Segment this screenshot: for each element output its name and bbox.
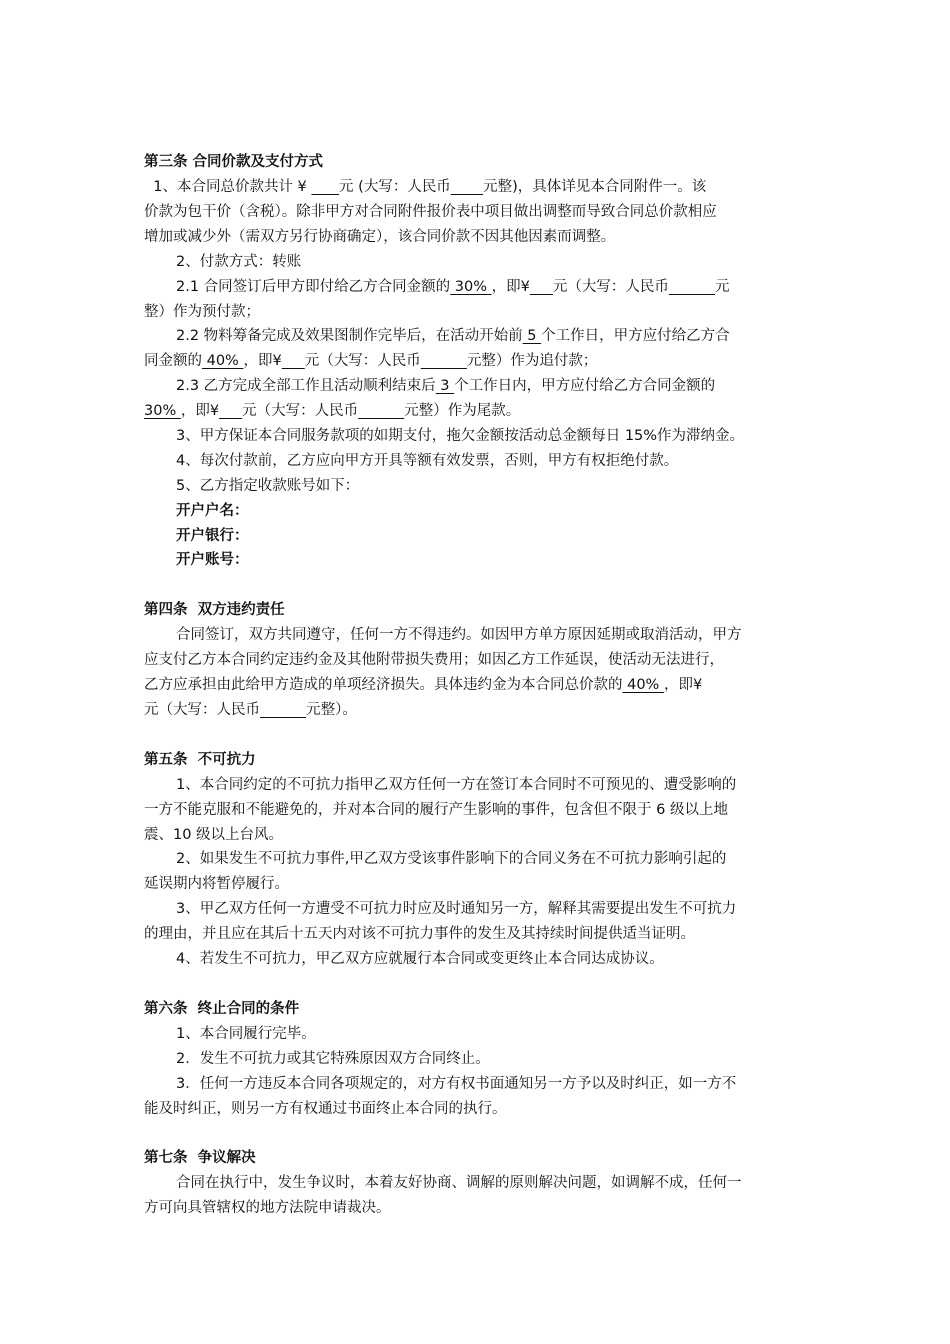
article4-heading: 第四条 双方违约责任 [144,602,285,618]
article5-line: 的理由，并且应在其后十五天内对该不可抗力事件的发生及其持续时间提供适当证明。 [144,926,695,942]
article7-heading: 第七条 争议解决 [144,1150,256,1166]
account-name-label: 开户户名： [176,503,249,519]
article4-line4: 元（大写：人民币 元整）。 [144,702,357,718]
amount-words-blank [451,179,483,195]
penalty-percent: 40% [622,677,664,693]
article4-line1: 合同签订，双方共同遵守，任何一方不得违约。如因甲方单方原因延期或取消活动，甲方 [176,627,742,643]
prepay-percent: 30% [450,279,492,295]
article5-line: 一方不能克服和不能避免的，并对本合同的履行产生影响的事件，包含但不限于 6 级以上地 [144,802,728,818]
article3-p5: 5、乙方指定收款账号如下： [176,478,360,494]
article4-line3: 乙方应承担由此给甲方造成的单项经济损失。具体违约金为本合同总价款的 40% ，即¥ [144,677,703,693]
article5-line: 3、甲乙双方任何一方遭受不可抗力时应及时通知另一方，解释其需要提出发生不可抗力 [176,901,737,917]
account-bank-label: 开户银行： [176,528,249,544]
amount-blank [311,179,339,195]
article5-line: 2、如果发生不可抗力事件,甲乙双方受该事件影响下的合同义务在不可抗力影响引起的 [176,851,727,867]
article7-line: 合同在执行中，发生争议时，本着友好协商、调解的原则解决问题，如调解不成，任何一 [176,1175,742,1191]
article3-p1-line3: 增加或减少外（需双方另行协商确定），该合同价款不因其他因素而调整。 [144,229,616,245]
article6-heading: 第六条 终止合同的条件 [144,1001,300,1017]
article7-line: 方可向具管辖权的地方法院申请裁决。 [144,1200,391,1216]
article5-line: 1、本合同约定的不可抗力指甲乙双方任何一方在签订本合同时不可预见的、遭受影响的 [176,777,737,793]
account-number-label: 开户账号： [176,552,249,568]
article5-line: 4、若发生不可抗力，甲乙双方应就履行本合同或变更终止本合同达成协议。 [176,951,664,967]
article6-line: 3．任何一方违反本合同各项规定的，对方有权书面通知另一方予以及时纠正，如一方不 [176,1076,737,1092]
article3-p4: 4、每次付款前，乙方应向甲方开具等额有效发票，否则，甲方有权拒绝付款。 [176,453,679,469]
article3-heading: 第三条 合同价款及支付方式 [144,154,324,170]
article3-p2-2-line2: 同金额的 40% ，即¥ 元（大写：人民币 元整）作为追付款； [144,353,598,369]
days-after: 3 [435,378,455,394]
article3-p2-3-line1: 2.3 乙方完成全部工作且活动顺利结束后 3 个工作日内，甲方应付给乙方合同金额的 [176,378,716,394]
article3-p1-line1: 1、本合同总价款共计 ¥ 元 (大写：人民币 元整)，具体详见本合同附件一。该 [144,179,707,195]
article4-line2: 应支付乙方本合同约定违约金及其他附带损失费用；如因乙方工作延误，使活动无法进行， [144,652,724,668]
followup-percent: 40% [202,353,244,369]
article6-line: 能及时纠正，则另一方有权通过书面终止本合同的执行。 [144,1101,507,1117]
final-percent: 30% [144,403,181,419]
article6-line: 2．发生不可抗力或其它特殊原因双方合同终止。 [176,1051,490,1067]
article3-p2-1-line1: 2.1 合同签订后甲方即付给乙方合同金额的 30% ，即¥ 元（大写：人民币 元 [176,279,730,295]
article3-p1-line2: 价款为包干价（含税）。除非甲方对合同附件报价表中项目做出调整而导致合同总价款相应 [144,204,717,220]
article3-p2: 2、付款方式：转账 [176,254,302,270]
article5-heading: 第五条 不可抗力 [144,752,256,768]
article3-p2-1-line2: 整）作为预付款； [144,304,260,320]
article3-p2-2-line1: 2.2 物料筹备完成及效果图制作完毕后，在活动开始前 5 个工作日，甲方应付给乙方合 [176,328,730,344]
article3-p3: 3、甲方保证本合同服务款项的如期支付，拖欠金额按活动总金额每日 15%作为滞纳金。 [176,428,745,444]
article5-line: 延误期内将暂停履行。 [144,876,289,892]
days-before: 5 [522,328,542,344]
article6-line: 1、本合同履行完毕。 [176,1026,316,1042]
article3-p2-3-line2: 30% ，即¥ 元（大写：人民币 元整）作为尾款。 [144,403,521,419]
article5-line: 震、10 级以上台风。 [144,827,284,843]
